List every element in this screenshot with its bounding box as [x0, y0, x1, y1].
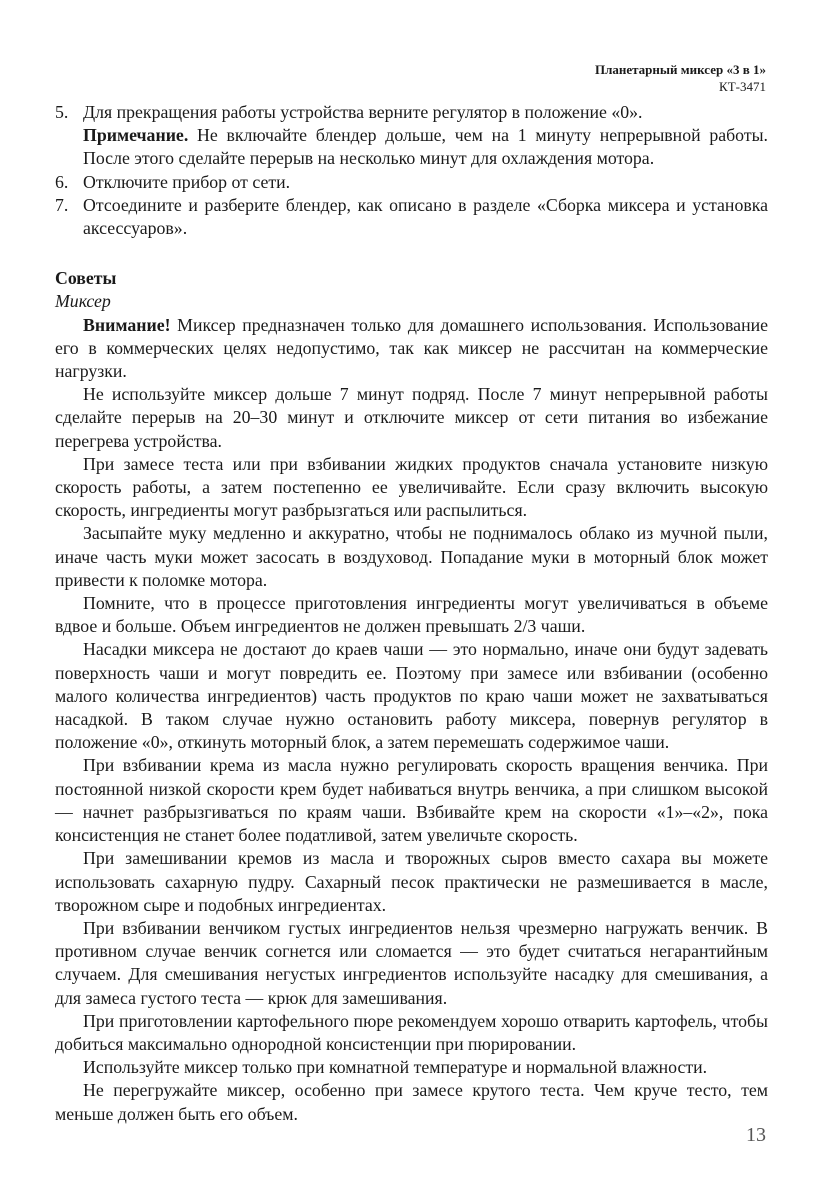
step-number: 5.	[55, 102, 69, 122]
tip-paragraph: При взбивании крема из масла нужно регулировать скорость вращения венчика. При постоянной низкой скорости крем будет набиваться внутрь венчика, а при слишком высокой — начнет разбрызгиваться по краям чаши. Взбивайте крем на скорости «1»–«2», пока консистенция не станет более податливой, затем увеличьте скорость.	[55, 755, 768, 846]
note-block	[55, 124, 768, 170]
step-number: 7.	[55, 194, 69, 215]
tip-paragraph: Засыпайте муку медленно и аккуратно, чтобы не поднималось облако из мучной пыли, иначе часть муки может засосать в воздуховод. Попадание муки в моторный блок может привести к поломке мотора.	[55, 523, 768, 590]
step-text: Отключите прибор от сети.	[83, 171, 291, 192]
steps-list	[55, 101, 768, 124]
step-number: 6.	[55, 171, 69, 192]
header-title: Планетарный миксер «3 в 1»	[594, 62, 766, 77]
steps-list-continued	[55, 171, 768, 241]
page-number: 13	[746, 1124, 766, 1146]
section-spacer	[55, 240, 768, 263]
note-text: Не включайте блендер дольше, чем на 1 минуту непрерывной работы. После этого сделайте перерыв на несколько минут для охлаждения мотора.	[83, 125, 768, 169]
tip-paragraph: При замесе теста или при взбивании жидких продуктов сначала установите низкую скорость работы, а затем постепенно ее увеличивайте. Если сразу включить высокую скорость, ингредиенты могут разбрызгаться или распылиться.	[55, 453, 768, 521]
step-item	[55, 171, 768, 194]
tip-paragraph: Не используйте миксер дольше 7 минут подряд. После 7 минут непрерывной работы сделайте перерыв на 20–30 минут и отключите миксер от сети питания во избежание перегрева устройства.	[55, 384, 768, 451]
section-title: Советы	[55, 268, 117, 289]
step-text: Отсоедините и разберите блендер, как описано в разделе «Сборка миксера и установка аксессуаров».	[83, 194, 768, 239]
warning-text: Миксер предназначен только для домашнего использования. Использование его в коммерческих целях недопустимо, так как миксер не рассчитан на коммерческие нагрузки.	[55, 314, 768, 382]
warning-label: Внимание!	[83, 314, 171, 335]
tip-paragraph: Насадки миксера не достают до краев чаши — это нормально, иначе они будут задевать поверхность чаши и могут повредить ее. Поэтому при замесе или взбивании (особенно малого количества ингредиентов) часть продуктов по краю чаши может не захватываться насадкой. В таком случае нужно остановить работу миксера, повернув регулятор в положение «0», откинуть моторный блок, а затем перемешать содержимое чаши.	[55, 639, 768, 753]
step-item	[55, 101, 768, 124]
page-header	[595, 61, 766, 95]
tip-paragraph: Помните, что в процессе приготовления ингредиенты могут увеличиваться в объеме вдвое и больше. Объем ингредиентов не должен превышать 2/3 чаши.	[55, 593, 768, 637]
tip-paragraph: При замешивании кремов из масла и творожных сыров вместо сахара вы можете использовать сахарную пудру. Сахарный песок практически не размешивается в масле, творожном сыре и подобных ингредиентах.	[55, 848, 768, 915]
step-item	[55, 194, 768, 240]
subsection-title: Миксер	[55, 291, 111, 312]
tip-paragraph: Не перегружайте миксер, особенно при замесе крутого теста. Чем круче тесто, тем меньше должен быть его объем.	[55, 1080, 768, 1124]
tip-paragraph: Используйте миксер только при комнатной температуре и нормальной влажности.	[83, 1057, 708, 1078]
header-model: КТ-3471	[719, 79, 766, 94]
tip-paragraph: При взбивании венчиком густых ингредиентов нельзя чрезмерно нагружать венчик. В противном случае венчик согнется или сломается — это будет считаться негарантийным случаем. Для смешивания негустых ингредиентов используйте насадку для смешивания, а для замеса густого теста — крюк для замешивания.	[55, 917, 768, 1008]
tip-paragraph: При приготовлении картофельного пюре рекомендуем хорошо отварить картофель, чтобы добиться максимально однородной консистенции при пюрировании.	[55, 1010, 768, 1054]
page-content	[55, 101, 768, 1126]
step-text: Для прекращения работы устройства верните регулятор в положение «0».	[83, 102, 643, 122]
note-label: Примечание.	[83, 125, 189, 146]
warning-paragraph	[55, 314, 768, 384]
